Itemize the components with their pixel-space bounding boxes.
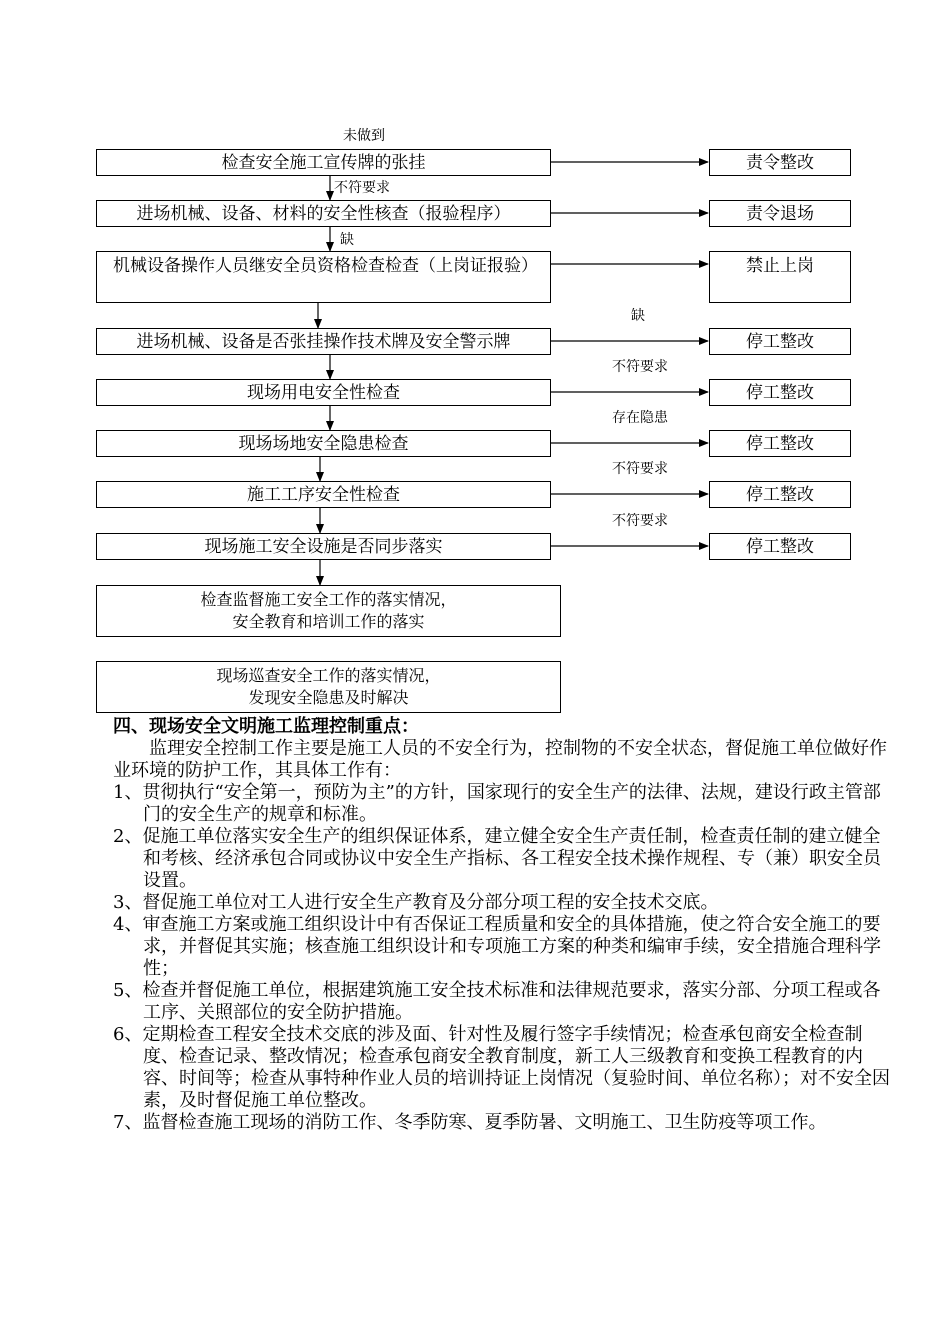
label-down-1: 不符要求 (334, 180, 390, 196)
list-item: 2、促施工单位落实安全生产的组织保证体系，建立健全安全生产责任制，检查责任制的建立健全和考核、经济承包合同或协议中安全生产指标、各工程安全技术操作规程、专（兼）职安全员设置。 (113, 826, 881, 891)
list-item: 4、审查施工方案或施工组织设计中有否保证工程质量和安全的具体措施，使之符合安全施工的要求，并督促其实施；核查施工组织设计和专项施工方案的种类和编审手续，安全措施合理科学性； (113, 914, 881, 979)
control-points-section (113, 716, 893, 1134)
result-6: 停工整改 (709, 430, 851, 457)
check-step-3: 机械设备操作人员继安全员资格检查检查（上岗证报验） (96, 251, 551, 303)
list-item: 3、督促施工单位对工人进行安全生产教育及分部分项工程的安全技术交底。 (113, 892, 719, 913)
result-4: 停工整改 (709, 328, 851, 355)
list-item: 1、贯彻执行“安全第一，预防为主”的方针，国家现行的安全生产的法律、法规，建设行政主管部门的安全生产的规章和标准。 (113, 782, 881, 825)
label-side-4: 不符要求 (612, 359, 668, 375)
check-step-9-line2: 安全教育和培训工作的落实 (232, 612, 425, 631)
check-step-9-line1: 检查监督施工安全工作的落实情况， (200, 590, 457, 609)
check-step-7: 施工工序安全性检查 (96, 481, 551, 508)
label-side-5: 存在隐患 (612, 410, 668, 426)
list-item: 6、定期检查工程安全技术交底的涉及面、针对性及履行签字手续情况；检查承包商安全检查制度、检查记录、整改情况；检查承包商安全教育制度，新工人三级教育和变换工程教育的内容、时间等；检查从事特种作业人员的培训持证上岗情况（复验时间、单位名称）；对不安全因素，及时督促施工单位整改。 (113, 1024, 890, 1111)
result-5: 停工整改 (709, 379, 851, 406)
result-1: 责令整改 (709, 149, 851, 176)
label-down-2: 缺 (340, 232, 354, 248)
check-step-8: 现场施工安全设施是否同步落实 (96, 533, 551, 560)
check-step-10-line2: 发现安全隐患及时解决 (248, 688, 409, 707)
check-step-10-line1: 现场巡查安全工作的落实情况， (216, 666, 441, 685)
check-step-4: 进场机械、设备是否张挂操作技术牌及安全警示牌 (96, 328, 551, 355)
check-step-1: 检查安全施工宣传牌的张挂 (96, 149, 551, 176)
label-side-3: 缺 (631, 308, 645, 324)
result-3: 禁止上岗 (709, 251, 851, 303)
result-2: 责令退场 (709, 200, 851, 227)
check-step-10 (96, 661, 561, 713)
list-item: 5、检查并督促施工单位，根据建筑施工安全技术标准和法律规范要求，落实分部、分项工程或各工序、关照部位的安全防护措施。 (113, 980, 881, 1023)
section-intro: 监理安全控制工作主要是施工人员的不安全行为，控制物的不安全状态，督促施工单位做好作业环境的防护工作，其具体工作有： (113, 738, 887, 781)
list-item: 7、监督检查施工现场的消防工作、冬季防寒、夏季防暑、文明施工、卫生防疫等项工作。 (113, 1112, 827, 1133)
check-step-2: 进场机械、设备、材料的安全性核查（报验程序） (96, 200, 551, 227)
result-8: 停工整改 (709, 533, 851, 560)
check-step-5: 现场用电安全性检查 (96, 379, 551, 406)
result-7: 停工整改 (709, 481, 851, 508)
check-step-6: 现场场地安全隐患检查 (96, 430, 551, 457)
check-step-9 (96, 585, 561, 637)
label-side-7: 不符要求 (612, 513, 668, 529)
label-not-done: 未做到 (343, 128, 385, 144)
label-side-6: 不符要求 (612, 461, 668, 477)
section-heading: 四、现场安全文明施工监理控制重点： (113, 716, 419, 737)
